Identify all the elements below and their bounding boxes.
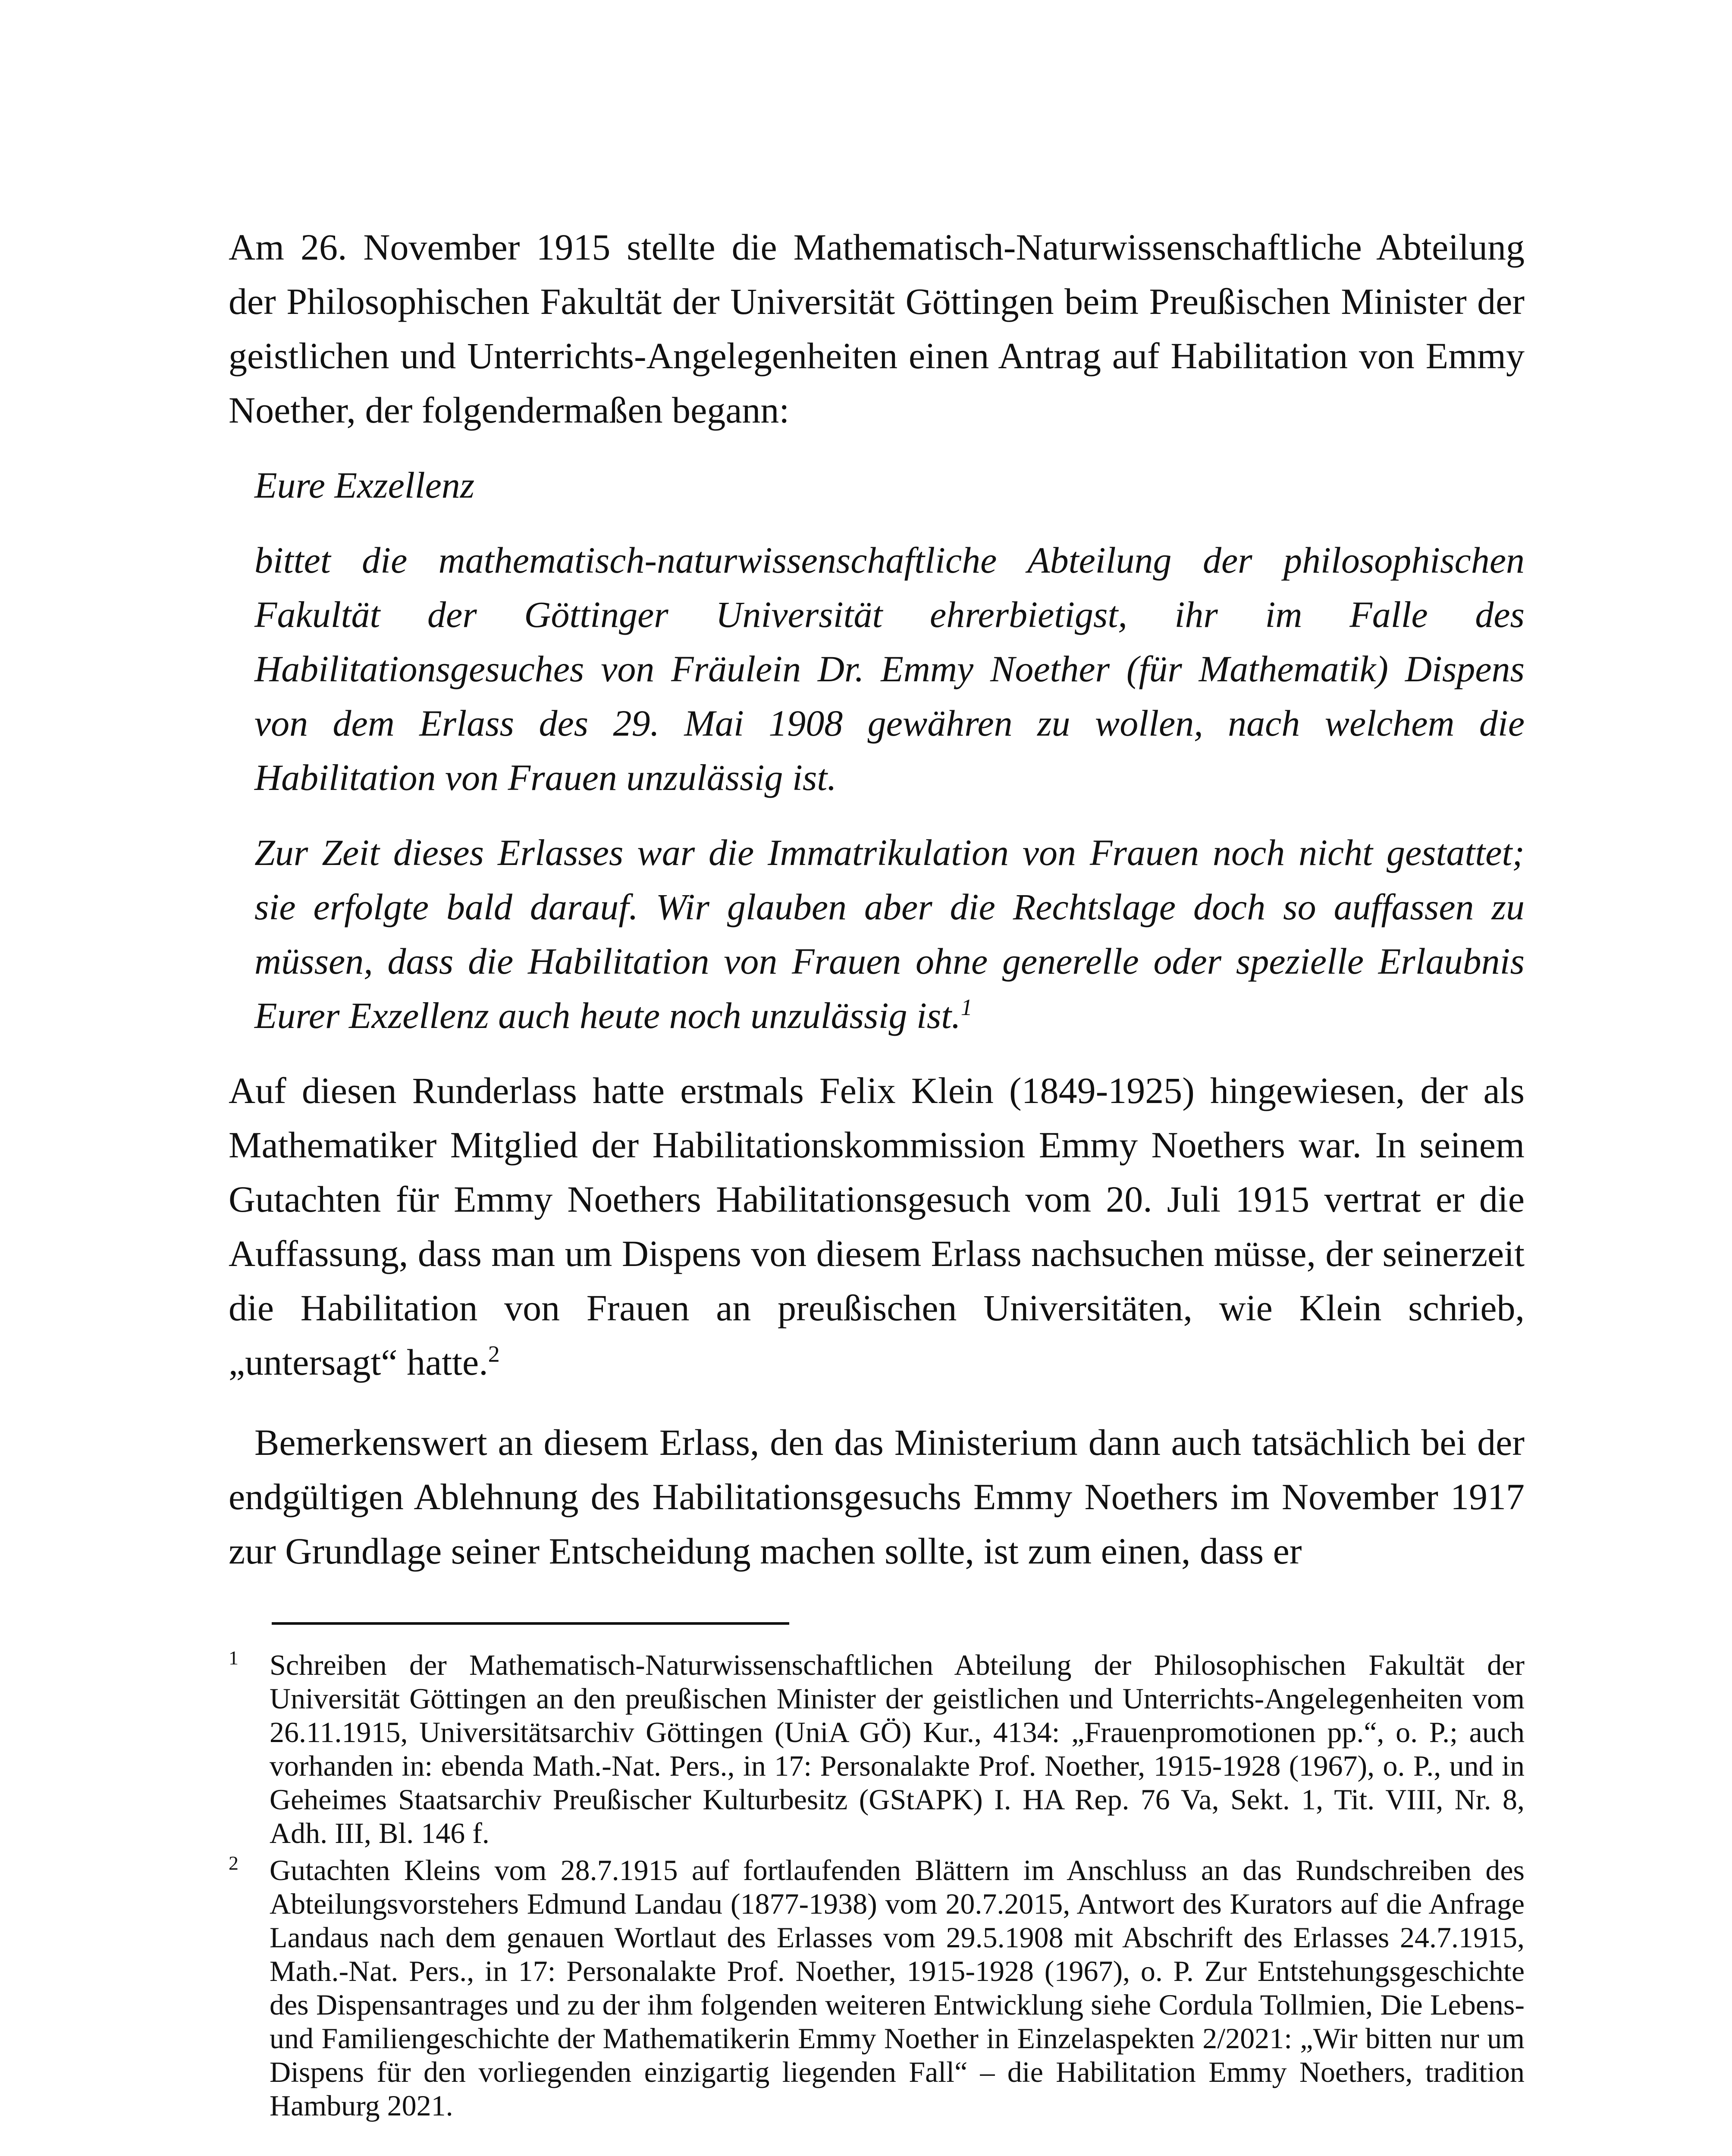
quote-salutation: Eure Exzellenz: [254, 464, 475, 506]
main-text: [229, 220, 1525, 1578]
footnote-2: [229, 1853, 1525, 2122]
footnote-text: Gutachten Kleins vom 28.7.1915 auf fortlaufenden Blättern im Anschluss an das Rundschreiben des Abteilungsvorstehers Edmund Landau (1877-1938) vom 20.7.2015, Antwort des Kurators auf die Anfrage Landaus nach dem genauen Wortlaut des Erlasses vom 29.5.1908 mit Abschrift des Erlasses 24.7.1915, Math.-Nat. Pers., in 17: Personalakte Prof. Noether, 1915-1928 (1967), o. P. Zur Entstehungsgeschichte des Dispensantrages und zu der ihm folgenden weiteren Entwicklung siehe Cordula Tollmien, Die Lebens- und Familiengeschichte der Mathematikerin Emmy Noether in Einzelaspekten 2/2021: „Wir bitten nur um Dispens für den vorliegenden einzigartig liegenden Fall“ – die Habilitation Emmy Noethers, tradition Hamburg 2021.: [270, 1854, 1525, 2122]
body-paragraph-1: Am 26. November 1915 stellte die Mathematisch-Naturwissenschaftliche Abteilung der Philosophischen Fakultät der Universität Göttingen beim Preußischen Minister der geistlichen und Unterrichts-Angelegenheiten einen Antrag auf Habilitation von Emmy Noether, der folgendermaßen begann:: [229, 226, 1525, 431]
body-paragraph-3: Bemerkenswert an diesem Erlass, den das Ministerium dann auch tatsächlich bei der endgültigen Ablehnung des Habilitationsgesuchs Emmy Noethers im November 1917 zur Grundlage seiner Entscheidung machen sollte, ist zum einen, dass er: [229, 1422, 1525, 1572]
footnote-1: [229, 1648, 1525, 1850]
footnotes: [229, 1648, 1525, 2126]
body-paragraph-2: [229, 1063, 1525, 1389]
footnote-reference-1[interactable]: 1: [960, 994, 973, 1020]
footnote-number: 2: [229, 1852, 238, 1874]
footnote-text: Schreiben der Mathematisch-Naturwissenschaftlichen Abteilung der Philosophischen Fakultät der Universität Göttingen an den preußischen Minister der geistlichen und Unterrichts-Angelegenheiten vom 26.11.1915, Universitätsarchiv Göttingen (UniA GÖ) Kur., 4134: „Frauenpromotionen pp.“, o. P.; auch vorhanden in: ebenda Math.-Nat. Pers., in 17: Personalakte Prof. Noether, 1915-1928 (1967), o. P., und in Geheimes Staatsarchiv Preußischer Kulturbesitz (GStAPK) I. HA Rep. 76 Va, Sekt. 1, Tit. VIII, Nr. 8, Adh. III, Bl. 146 f.: [270, 1648, 1525, 1849]
quote-paragraph-1: bittet die mathematisch-naturwissenschaftliche Abteilung der philosophischen Fakultät der Göttinger Universität ehrerbietigst, ihr im Falle des Habilitationsgesuches von Fräulein Dr. Emmy Noether (für Mathematik) Dispens von dem Erlass des 29. Mai 1908 gewähren zu wollen, nach welchem die Habilitation von Frauen unzulässig ist.: [254, 539, 1525, 798]
footnote-number: 1: [229, 1647, 238, 1669]
quote-paragraph-2-text: Zur Zeit dieses Erlasses war die Immatrikulation von Frauen noch nicht gestattet; sie erfolgte bald darauf. Wir glauben aber die Rechtslage doch so auffassen zu müssen, dass die Habilitation von Frauen ohne generelle oder spezielle Erlaubnis Eurer Exzellenz auch heute noch unzulässig ist.: [254, 832, 1525, 1036]
body-paragraph-2-text: Auf diesen Runderlass hatte erstmals Felix Klein (1849-1925) hingewiesen, der als Mathematiker Mitglied der Habilitationskommission Emmy Noethers war. In seinem Gutachten für Emmy Noethers Habilitationsgesuch vom 20. Juli 1915 vertrat er die Auffassung, dass man um Dispens von diesem Erlass nachsuchen müsse, der seinerzeit die Habilitation von Frauen an preußischen Universitäten, wie Klein schrieb, „untersagt“ hatte.: [229, 1070, 1525, 1383]
quote-paragraph-2: [254, 825, 1525, 1043]
footnote-reference-2[interactable]: 2: [488, 1341, 500, 1367]
footnote-separator: [272, 1622, 789, 1625]
